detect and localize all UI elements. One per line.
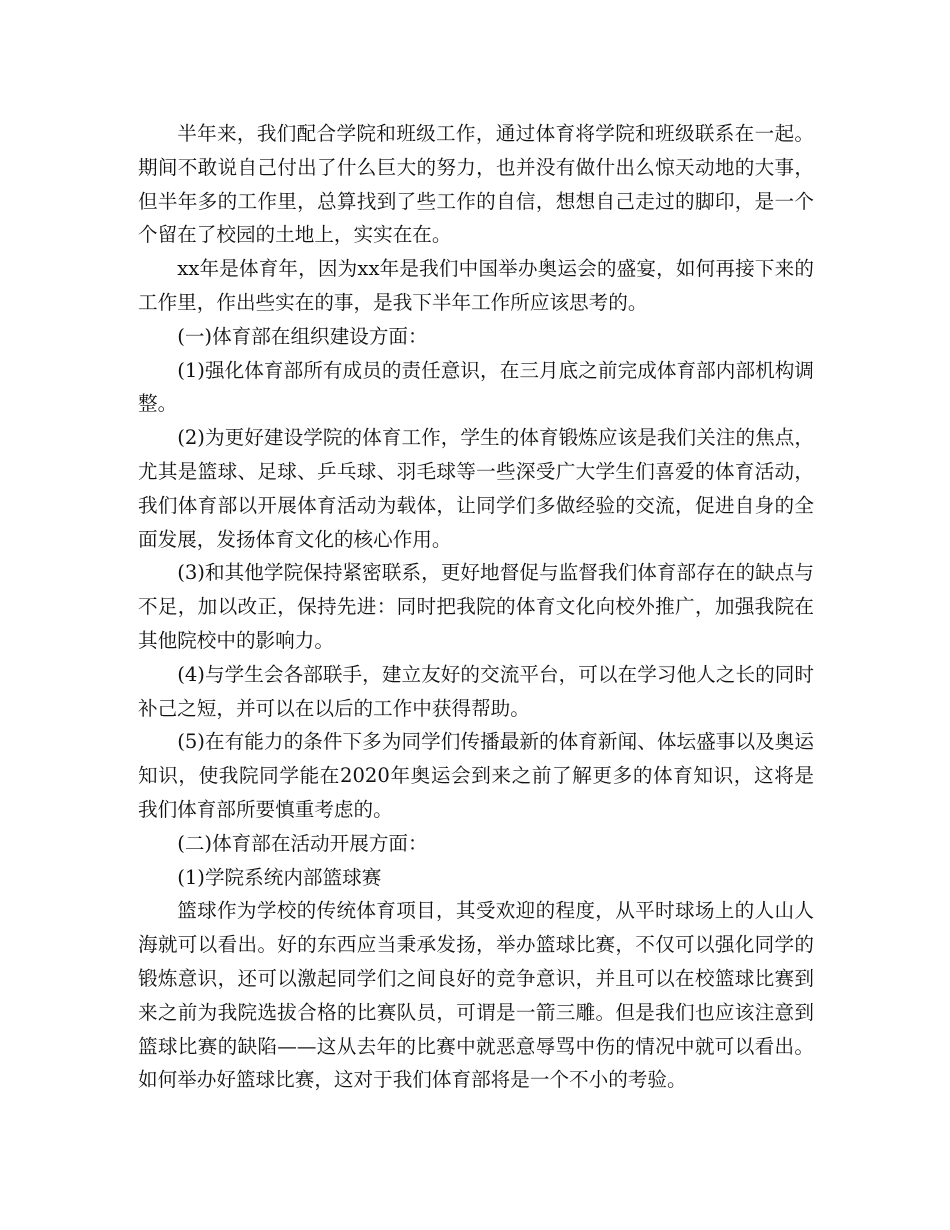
section-heading-activities: (二)体育部在活动开展方面：: [177, 831, 428, 855]
list-item-organization-3: (3)和其他学院保持紧密联系，更好地督促与监督我们体育部存在的缺点与不足，加以改正，保持先进：同时把我院的体育文化向校外推广，加强我院在其他院校中的影响力。: [138, 561, 814, 652]
list-item-organization-1: (1)强化体育部所有成员的责任意识，在三月底之前完成体育部内部机构调整。: [138, 358, 814, 416]
paragraph-sports-year: xx年是体育年，因为xx年是我们中国举办奥运会的盛宴，如何再接下来的工作里，作出些实在的事，是我下半年工作所应该思考的。: [138, 257, 814, 314]
list-item-organization-4: (4)与学生会各部联手，建立友好的交流平台，可以在学习他人之长的同时补己之短，并可以在以后的工作中获得帮助。: [138, 662, 814, 720]
paragraph-intro: 半年来，我们配合学院和班级工作，通过体育将学院和班级联系在一起。期间不敢说自己付出了什么巨大的努力，也并没有做什出么惊天动地的大事，但半年多的工作里，总算找到了些工作的自信，想想自己走过的脚印，是一个个留在了校园的土地上，实实在在。: [138, 122, 814, 247]
list-item-activities-1: (1)学院系统内部篮球赛: [177, 865, 382, 889]
section-heading-organization: (一)体育部在组织建设方面：: [177, 324, 428, 348]
list-item-organization-5: (5)在有能力的条件下多为同学们传播最新的体育新闻、体坛盛事以及奥运知识，使我院同学能在2020年奥运会到来之前了解更多的体育知识，这将是我们体育部所要慎重考虑的。: [138, 730, 814, 821]
list-item-organization-2: (2)为更好建设学院的体育工作，学生的体育锻炼应该是我们关注的焦点，尤其是篮球、足球、乒乓球、羽毛球等一些深受广大学生们喜爱的体育活动，我们体育部以开展体育活动为载体，让同学们多做经验的交流，促进自身的全面发展，发扬体育文化的核心作用。: [138, 426, 814, 551]
document-body: [138, 117, 814, 1097]
paragraph-basketball: 篮球作为学校的传统体育项目，其受欢迎的程度，从平时球场上的人山人海就可以看出。好的东西应当秉承发扬，举办篮球比赛，不仅可以强化同学的锻炼意识，还可以激起同学们之间良好的竞争意识，并且可以在校篮球比赛到来之前为我院选拔合格的比赛队员，可谓是一箭三雕。但是我们也应该注意到篮球比赛的缺陷——这从去年的比赛中就恶意辱骂中伤的情况中就可以看出。如何举办好篮球比赛，这对于我们体育部将是一个不小的考验。: [138, 899, 814, 1092]
